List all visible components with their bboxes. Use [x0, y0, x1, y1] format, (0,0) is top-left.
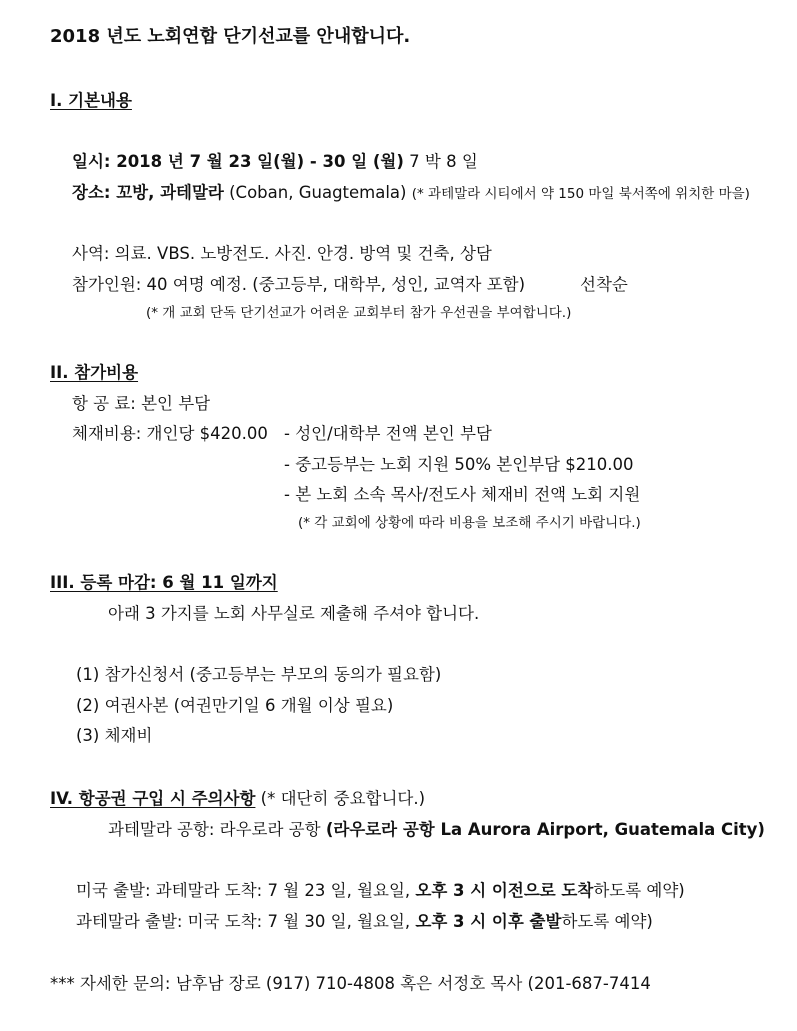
place-line [72, 182, 750, 205]
first-come-note: 선착순 [580, 275, 628, 294]
ministry-line: 사역: 의료. VBS. 노방전도. 사진. 안경. 방역 및 건축, 상담 [72, 244, 492, 263]
return-emphasis: 오후 3 시 이후 출발 [415, 912, 562, 931]
section-4-heading: IV. 항공권 구입 시 주의사항 [50, 789, 256, 808]
return-tail: 하도록 예약) [561, 912, 653, 931]
departure-text: 미국 출발: 과테말라 도착: 7 월 23 일, 월요일, [76, 881, 411, 900]
schedule-date: 일시: 2018 년 7 월 23 일(월) - 30 일 (월) [72, 152, 404, 171]
schedule-line [72, 151, 478, 173]
airport-label: 과테말라 공항: 라우로라 공항 [108, 820, 321, 839]
return-line [76, 911, 653, 933]
return-text: 과테말라 출발: 미국 도착: 7 월 30 일, 월요일, [76, 912, 411, 931]
section-4-line [50, 788, 425, 810]
stay-cost-label: 체재비용: 개인당 $420.00 [72, 424, 268, 443]
departure-emphasis: 오후 3 시 이전으로 도착 [415, 881, 594, 900]
cost-note: (* 각 교회에 상황에 따라 비용을 보조해 주시기 바랍니다.) [298, 515, 641, 531]
contact-line: *** 자세한 문의: 남후남 장로 (917) 710-4808 혹은 서정호 목사 (201-687-7414 [50, 974, 651, 993]
list-item: (2) 여권사본 (여권만기일 6 개월 이상 필요) [76, 696, 394, 715]
cost-item: - 본 노회 소속 목사/전도사 체재비 전액 노회 지원 [284, 485, 641, 504]
priority-note: (* 개 교회 단독 단기선교가 어려운 교회부터 참가 우선권을 부여합니다.) [146, 305, 572, 321]
airport-detail: (라우로라 공항 La Aurora Airport, Guatemala City) [325, 820, 765, 839]
cost-item: - 중고등부는 노회 지원 50% 본인부담 $210.00 [284, 455, 634, 474]
list-item: (3) 체재비 [76, 726, 153, 745]
place-english: (Coban, Guagtemala) [229, 183, 407, 202]
cost-item: - 성인/대학부 전액 본인 부담 [284, 424, 492, 443]
section-1-heading: I. 기본내용 [50, 91, 132, 110]
participants-line: 참가인원: 40 여명 예정. (중고등부, 대학부, 성인, 교역자 포함) [72, 275, 526, 294]
airfare-line: 항 공 료: 본인 부담 [72, 394, 211, 413]
section-4-note: (* 대단히 중요합니다.) [260, 789, 426, 808]
place-name: 장소: 꼬방, 과테말라 [72, 183, 224, 202]
submission-intro: 아래 3 가지를 노회 사무실로 제출해 주셔야 합니다. [108, 604, 480, 623]
section-3-heading: III. 등록 마감: 6 월 11 일까지 [50, 573, 278, 592]
place-note: (* 과테말라 시티에서 약 150 마일 북서쪽에 위치한 마을) [411, 186, 750, 202]
schedule-duration: 7 박 8 일 [409, 152, 478, 171]
document-title: 2018 년도 노회연합 단기선교를 안내합니다. [50, 26, 411, 47]
airport-line [108, 819, 765, 841]
list-item: (1) 참가신청서 (중고등부는 부모의 동의가 필요함) [76, 665, 442, 684]
section-2-heading: II. 참가비용 [50, 363, 139, 382]
departure-line [76, 880, 685, 902]
departure-tail: 하도록 예약) [593, 881, 685, 900]
